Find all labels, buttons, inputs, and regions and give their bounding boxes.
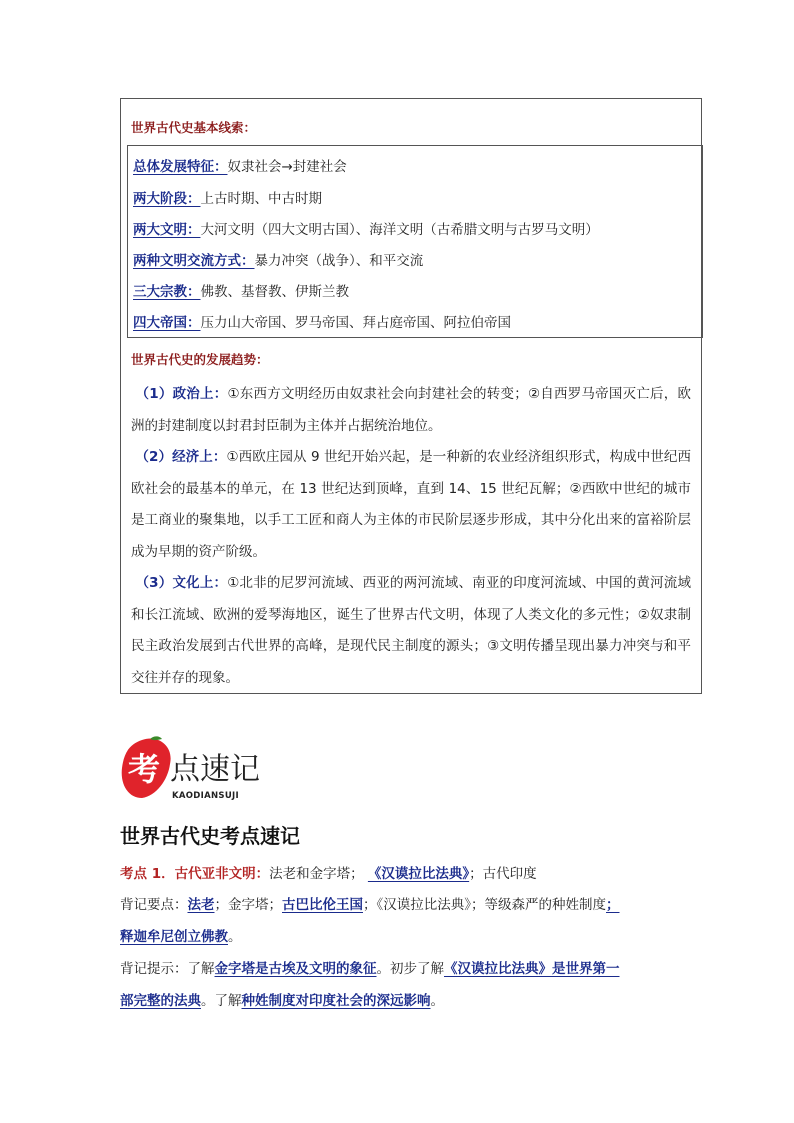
memo-key: 释迦牟尼创立佛教 (120, 929, 228, 945)
hint-text: 。初步了解 (376, 961, 444, 977)
clue-key: 三大宗教： (133, 284, 201, 300)
memo-line-2 (120, 925, 242, 945)
logo-graphic (120, 736, 270, 802)
clue-text: 佛教、基督教、伊斯兰教 (200, 284, 349, 300)
hint-line-2 (120, 989, 444, 1009)
clue-key: 总体发展特征： (133, 159, 228, 175)
trend-text: ①北非的尼罗河流域、西亚的两河流域、南亚的印度河流域、中国的黄河流域和长江流域、欧洲的爱琴海地区，诞生了世界古代文明，体现了人类文化的多元性；②奴隶制民主政治发展到古代世界的高峰，是现代民主制度的源头；③文明传播呈现出暴力冲突与和平交往并存的现象。 (131, 575, 691, 687)
clue-inner-box (127, 145, 703, 338)
point-key: 《汉谟拉比法典》 (367, 866, 470, 882)
clue-key: 两种文明交流方式： (133, 253, 255, 269)
trend-lead: （3）文化上： (135, 575, 228, 591)
memo-text: 。 (228, 929, 242, 945)
hint-line-1 (120, 957, 620, 977)
hint-text: 。 (430, 993, 444, 1009)
clue-box (120, 98, 702, 694)
trend-politics (131, 379, 691, 442)
trend-text: ①东西方文明经历由奴隶社会向封建社会的转变；②自西罗马帝国灭亡后，欧洲的封建制度以封君封臣制为主体并占据统治地位。 (131, 386, 691, 434)
clue-title: 世界古代史基本线索： (131, 120, 257, 135)
clue-item (133, 280, 349, 300)
hint-key: 《汉谟拉比法典》是世界第一 (444, 961, 620, 977)
hint-text: 。了解 (201, 993, 242, 1009)
kaodiansuji-logo (120, 736, 270, 802)
hint-key: 种姓制度对印度社会的深远影响 (241, 993, 431, 1009)
hint-label: 背记提示：了解 (120, 961, 215, 977)
memo-key: ； (606, 897, 620, 913)
logo-sub: KAODIANSUJI (172, 791, 239, 801)
clue-item (133, 311, 511, 331)
hint-key: 金字塔是古埃及文明的象征 (214, 961, 377, 977)
trend-lead: （1）政治上： (135, 386, 228, 402)
trend-culture (131, 568, 691, 695)
memo-key: 古巴比伦王国 (282, 897, 363, 913)
clue-key: 四大帝国： (133, 315, 201, 331)
memo-line-1 (120, 893, 620, 913)
logo-char: 考 (127, 750, 161, 788)
point-label: 考点 1．古代亚非文明： (120, 866, 270, 882)
clue-item (133, 187, 322, 207)
clue-key: 两大阶段： (133, 191, 201, 207)
clue-item (133, 218, 599, 238)
point-text: 法老和金字塔； (269, 866, 364, 882)
clue-key: 两大文明： (133, 222, 201, 238)
point-1 (120, 862, 537, 882)
clue-text: 暴力冲突（战争）、和平交流 (254, 253, 424, 269)
memo-key: 法老 (187, 897, 215, 913)
trend-text: ①西欧庄园从 9 世纪开始兴起，是一种新的农业经济组织形式，构成中世纪西欧社会的最基本的单元，在 13 世纪达到顶峰，直到 14、15 世纪瓦解；②西欧中世纪的城市是工商业的聚集地，以手工工匠和商人为主体的市民阶层逐步形成，其中分化出来的富裕阶层成为早期的资产阶级。 (131, 449, 691, 561)
trend-lead: （2）经济上： (135, 449, 227, 465)
clue-text: 大河文明（四大文明古国）、海洋文明（古希腊文明与古罗马文明） (200, 222, 599, 238)
clue-text: 奴隶社会→封建社会 (227, 159, 347, 175)
clue-item (133, 155, 347, 175)
clue-item (133, 249, 423, 269)
trend-title: 世界古代史的发展趋势： (131, 352, 269, 367)
hint-key: 部完整的法典 (120, 993, 201, 1009)
point-text: ；古代印度 (469, 866, 537, 882)
logo-text: 点速记 (170, 752, 260, 787)
memo-text: ；《汉谟拉比法典》；等级森严的种姓制度 (363, 897, 606, 913)
clue-text: 压力山大帝国、罗马帝国、拜占庭帝国、阿拉伯帝国 (200, 315, 511, 331)
trend-economy (131, 442, 691, 569)
section-heading: 世界古代史考点速记 (120, 824, 300, 848)
memo-text: ；金字塔； (214, 897, 282, 913)
clue-text: 上古时期、中古时期 (200, 191, 322, 207)
memo-label: 背记要点： (120, 897, 188, 913)
